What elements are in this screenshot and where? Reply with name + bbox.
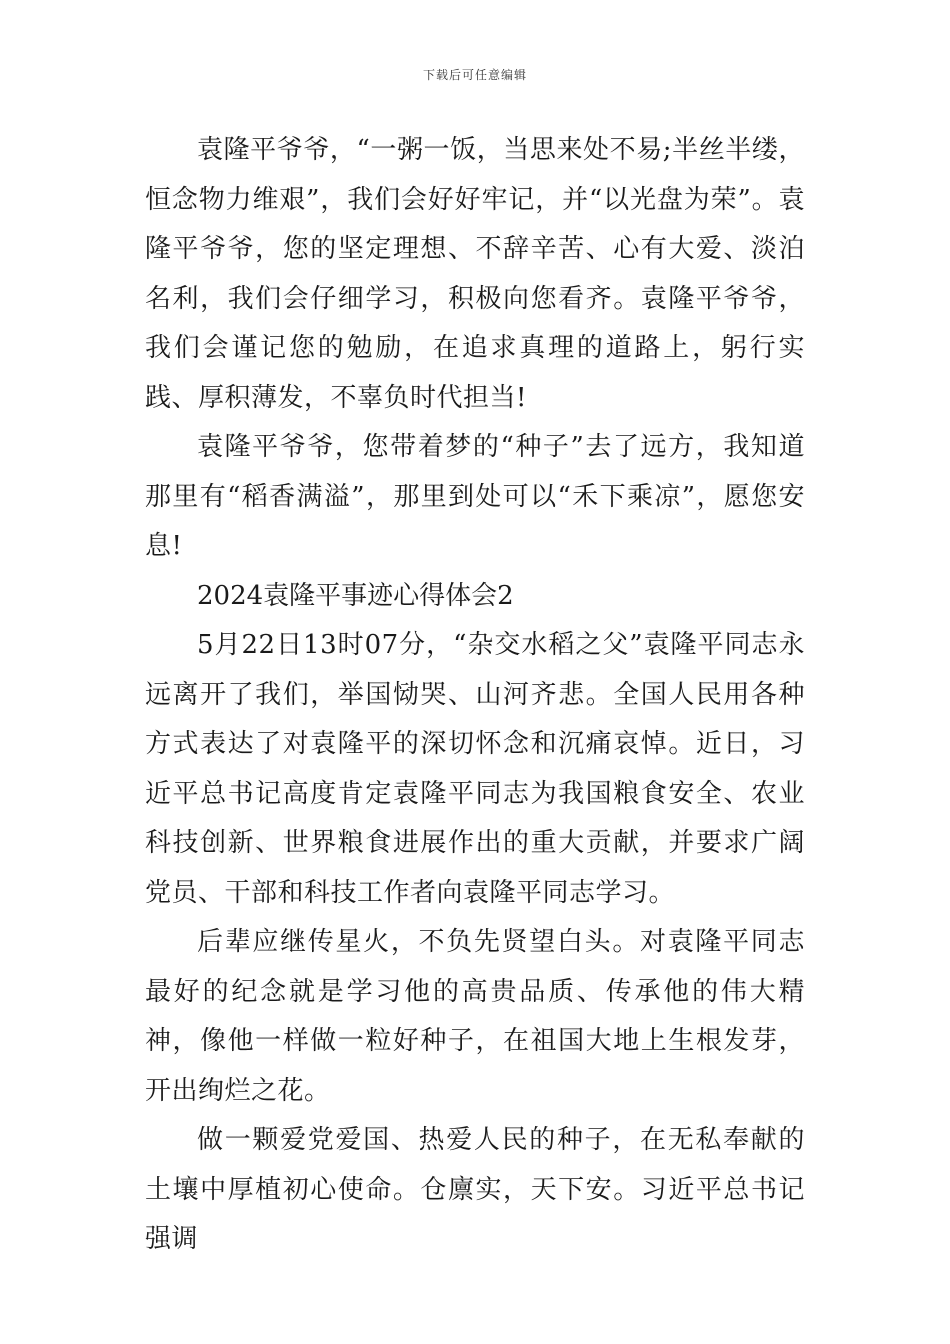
page-header-note: 下载后可任意编辑	[422, 68, 527, 82]
paragraph: 袁隆平爷爷，“一粥一饭，当思来处不易;半丝半缕，恒念物力维艰”，我们会好好牢记，并“以光盘为荣”。袁隆平爷爷，您的坚定理想、不辞辛苦、心有大爱、淡泊名利，我们会仔细学习，积极向您看齐。袁隆平爷爷，我们会谨记您的勉励，在追求真理的道路上，躬行实践、厚积薄发，不辜负时代担当!	[145, 135, 805, 413]
section-heading: 2024袁隆平事迹心得体会2	[197, 580, 514, 611]
paragraph: 袁隆平爷爷，您带着梦的“种子”去了远方，我知道那里有“稻香满溢”，那里到处可以“禾下乘凉”，愿您安息!	[145, 432, 805, 561]
paragraph: 做一颗爱党爱国、热爱人民的种子，在无私奉献的土壤中厚植初心使命。仓廪实，天下安。习近平总书记强调	[145, 1125, 805, 1254]
paragraph: 后辈应继传星火，不负先贤望白头。对袁隆平同志最好的纪念就是学习他的高贵品质、传承他的伟大精神，像他一样做一粒好种子，在祖国大地上生根发芽，开出绚烂之花。	[145, 927, 805, 1106]
document-body	[145, 126, 805, 1265]
paragraph: 5月22日13时07分，“杂交水稻之父”袁隆平同志永远离开了我们，举国恸哭、山河齐悲。全国人民用各种方式表达了对袁隆平的深切怀念和沉痛哀悼。近日，习近平总书记高度肯定袁隆平同志为我国粮食安全、农业科技创新、世界粮食进展作出的重大贡献，并要求广阔党员、干部和科技工作者向袁隆平同志学习。	[145, 630, 805, 908]
